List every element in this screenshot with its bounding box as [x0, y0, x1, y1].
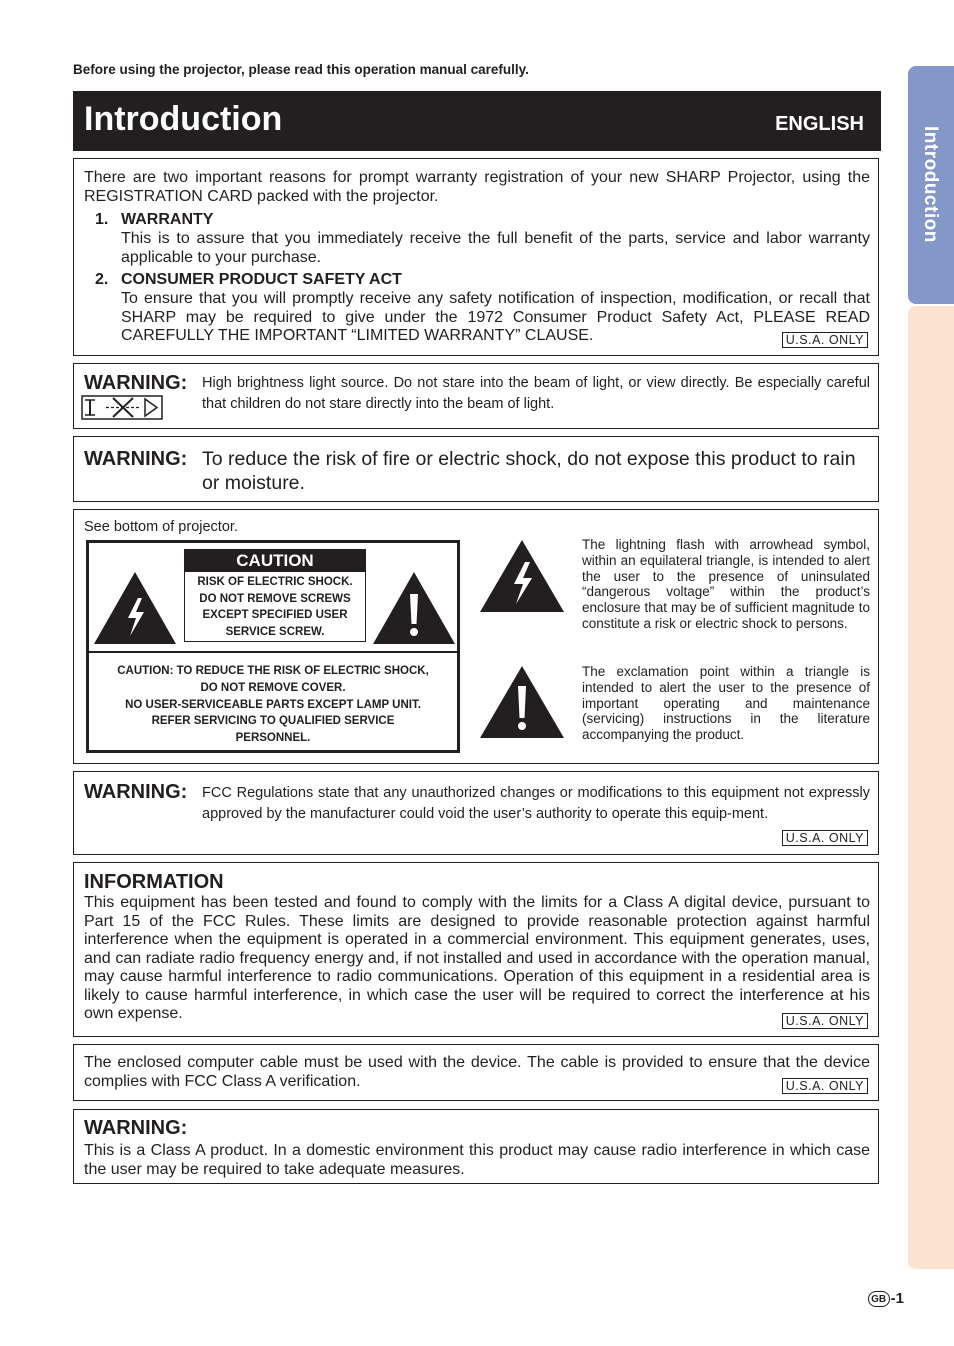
- caution-line: RISK OF ELECTRIC SHOCK.: [197, 576, 353, 588]
- lightning-symbol-text: The lightning flash with arrowhead symbol, within an equilateral triangle, is intended to alert the user to the presence of uninsulated “dangerous voltage” within the product’s enclosure that may be of sufficient magnitude to constitute a risk or electric shock to persons.: [582, 537, 870, 631]
- warning-light-text: High brightness light source. Do not stare into the beam of light, or view directly. Be especially careful that children do not stare directly into the beam of light.: [202, 375, 870, 412]
- warranty-box: [73, 158, 879, 356]
- page-title: Introduction: [84, 100, 283, 138]
- warning-rain-box: [73, 436, 879, 502]
- caution-bottom-line: DO NOT REMOVE COVER.: [200, 681, 346, 694]
- warranty-intro: There are two important reasons for prompt warranty registration of your new SHARP Projector, using the REGISTRATION CARD packed with the projector.: [84, 169, 870, 205]
- caution-box: [73, 509, 879, 764]
- caution-divider: [89, 651, 457, 653]
- caution-bottom-line: PERSONNEL.: [235, 732, 311, 745]
- usa-only-badge: U.S.A. ONLY: [782, 1013, 868, 1029]
- warranty-item-text-2: To ensure that you will promptly receive any safety notification of inspection, modification, or recall that SHARP may be required to give under the 1972 Consumer Product Safety Act, PLEASE READ CAREFULLY THE IMPORTANT “LIMITED WARRANTY” CLAUSE.: [121, 290, 870, 344]
- language-label: ENGLISH: [775, 113, 864, 135]
- electric-shock-warning-icon: [92, 570, 178, 646]
- exclamation-warning-icon: [371, 570, 457, 646]
- usa-only-badge: U.S.A. ONLY: [782, 1078, 868, 1094]
- warranty-item-text-1: This is to assure that you immediately receive the full benefit of the parts, service and labor warranty applicable to your purchase.: [121, 230, 870, 266]
- caution-label-frame: [86, 540, 460, 753]
- region-badge: GB: [868, 1291, 890, 1307]
- information-box: [73, 862, 879, 1037]
- warning-classa-box: [73, 1109, 879, 1184]
- warranty-item-number-1: 1.: [95, 211, 109, 228]
- caution-bottom-line: NO USER-SERVICEABLE PARTS EXCEPT LAMP UNIT.: [125, 698, 421, 711]
- page-number-value: -1: [890, 1290, 904, 1307]
- caution-bottom-line: REFER SERVICING TO QUALIFIED SERVICE: [151, 715, 395, 728]
- exclamation-symbol-text: The exclamation point within a triangle is intended to alert the user to the presence of important operating and maintenance (servicing) instructions in the literature accompanying the product.: [582, 664, 870, 743]
- caution-line: DO NOT REMOVE SCREWS: [199, 592, 351, 605]
- usa-only-badge: U.S.A. ONLY: [782, 830, 868, 846]
- caution-title: CAUTION: [185, 550, 365, 572]
- caution-line: EXCEPT SPECIFIED USER: [202, 609, 348, 621]
- top-note: Before using the projector, please read this operation manual carefully.: [73, 62, 529, 77]
- see-bottom-note: See bottom of projector.: [84, 519, 238, 535]
- warranty-item-title-2: CONSUMER PRODUCT SAFETY ACT: [121, 271, 402, 288]
- caution-bottom-text: [89, 663, 457, 747]
- warning-label: WARNING:: [84, 1117, 188, 1139]
- information-title: INFORMATION: [84, 871, 224, 893]
- caution-label: [184, 549, 366, 642]
- warning-label: WARNING:: [84, 372, 188, 394]
- warning-rain-text: To reduce the risk of fire or electric shock, do not expose this product to rain or moisture.: [202, 448, 856, 494]
- information-text: This equipment has been tested and found to comply with the limits for a Class A digital device, pursuant to Part 15 of the FCC Rules. These limits are designed to provide reasonable protection against harmful interference when the equipment is operated in a commercial environment. This equipment generates, uses, and can radiate radio frequency energy and, if not installed and used in accordance with the operation manual, may cause harmful interference to radio communications. Operation of this equipment in a residential area is likely to cause harmful interference, in which case the user will be required to correct the interference at his own expense.: [84, 894, 870, 1022]
- warranty-item-title-1: WARRANTY: [121, 211, 214, 228]
- caution-lines: [185, 574, 365, 640]
- side-tab-background: [908, 306, 954, 1269]
- exclamation-triangle-icon: [478, 664, 566, 740]
- lightning-triangle-icon: [478, 538, 566, 614]
- warning-fcc-text: FCC Regulations state that any unauthorized changes or modifications to this equipment not expressly approved by the manufacturer could void the user’s authority to operate this equip-ment.: [202, 785, 870, 822]
- side-tab-label: Introduction: [920, 126, 941, 243]
- page-number: [868, 1290, 904, 1307]
- caution-bottom-line: CAUTION: TO REDUCE THE RISK OF ELECTRIC SHOCK,: [117, 665, 429, 677]
- warning-label: WARNING:: [84, 448, 188, 470]
- cable-text: The enclosed computer cable must be used with the device. The cable is provided to ensure that the device complies with FCC Class A verification.: [84, 1054, 870, 1090]
- cable-box: [73, 1044, 879, 1101]
- page-header: [73, 91, 881, 151]
- warning-label: WARNING:: [84, 781, 188, 803]
- side-tab-introduction[interactable]: [908, 66, 954, 304]
- warning-light-box: [73, 363, 879, 429]
- warning-classa-text: This is a Class A product. In a domestic environment this product may cause radio interference in which case the user may be required to take adequate measures.: [84, 1142, 870, 1178]
- usa-only-badge: U.S.A. ONLY: [782, 332, 868, 348]
- caution-line: SERVICE SCREW.: [225, 625, 325, 638]
- warranty-item-number-2: 2.: [95, 271, 109, 288]
- warning-fcc-box: [73, 771, 879, 855]
- no-stare-beam-icon: [81, 395, 163, 420]
